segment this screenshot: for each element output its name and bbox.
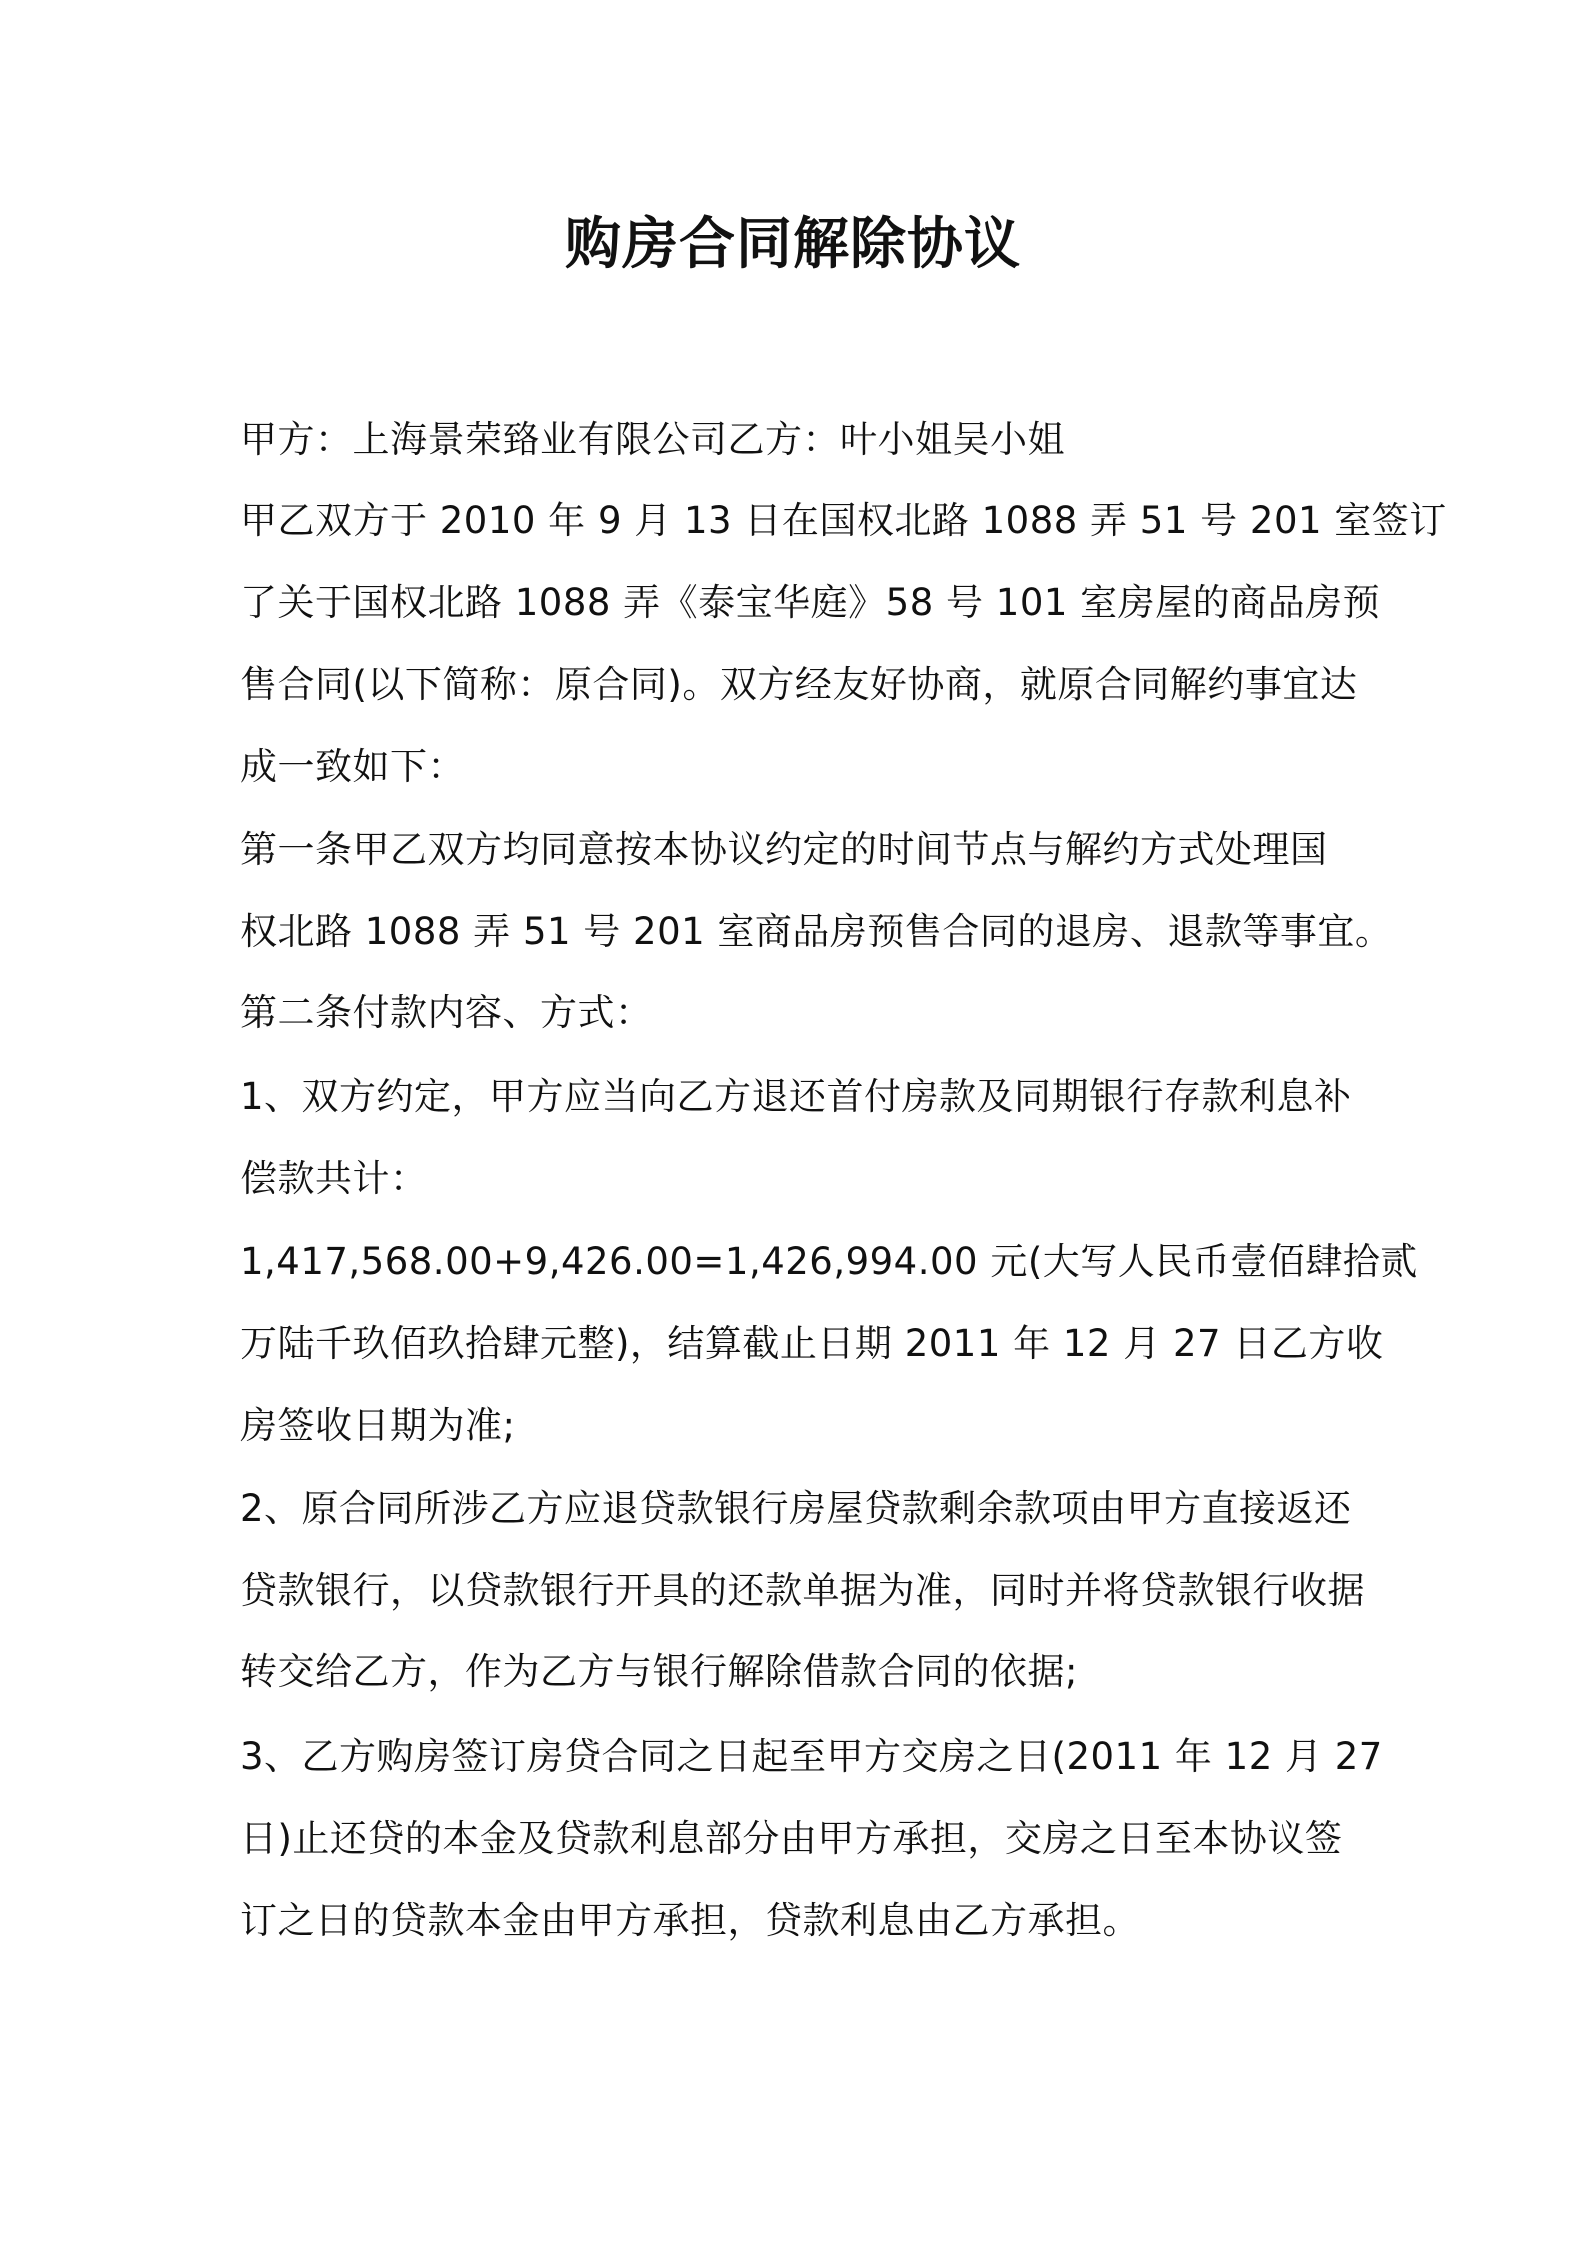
party-line: 甲方：上海景荣臵业有限公司乙方：叶小姐吴小姐 [240,418,1065,461]
clause-3-line: 日)止还贷的本金及贷款利息部分由甲方承担，交房之日至本协议签 [240,1817,1343,1860]
clause-3-line: 订之日的贷款本金由甲方承担，贷款利息由乙方承担。 [240,1899,1140,1942]
clause-3-line: 3、乙方购房签订房贷合同之日起至甲方交房之日(2011 年 12 月 27 [240,1735,1383,1778]
body-line: 成一致如下： [240,745,465,788]
clause-2-line: 2、原合同所涉乙方应退贷款银行房屋贷款剩余款项由甲方直接返还 [240,1487,1352,1530]
body-line: 甲乙双方于 2010 年 9 月 13 日在国权北路 1088 弄 51 号 201 室签订 [240,499,1447,542]
body-line: 售合同(以下简称：原合同)。双方经友好协商，就原合同解约事宜达 [240,663,1358,706]
document-title: 购房合同解除协议 [565,212,1021,277]
clause-2-line: 贷款银行，以贷款银行开具的还款单据为准，同时并将贷款银行收据 [240,1569,1365,1612]
article-1-line: 权北路 1088 弄 51 号 201 室商品房预售合同的退房、退款等事宜。 [240,910,1393,953]
clause-1-line: 万陆千玖佰玖拾肆元整)，结算截止日期 2011 年 12 月 27 日乙方收 [240,1322,1384,1365]
clause-1-line: 1、双方约定，甲方应当向乙方退还首付房款及同期银行存款利息补 [240,1075,1352,1118]
clause-2-line: 转交给乙方，作为乙方与银行解除借款合同的依据; [240,1650,1078,1693]
article-1-line: 第一条甲乙双方均同意按本协议约定的时间节点与解约方式处理国 [240,828,1328,871]
article-2-heading: 第二条付款内容、方式： [240,991,653,1034]
clause-1-line: 房签收日期为准; [240,1404,516,1447]
clause-1-amount-line: 1,417,568.00+9,426.00=1,426,994.00 元(大写人民币壹佰肆拾贰 [240,1240,1418,1283]
body-line: 了关于国权北路 1088 弄《泰宝华庭》58 号 101 室房屋的商品房预 [240,581,1381,624]
clause-1-line: 偿款共计： [240,1157,428,1200]
